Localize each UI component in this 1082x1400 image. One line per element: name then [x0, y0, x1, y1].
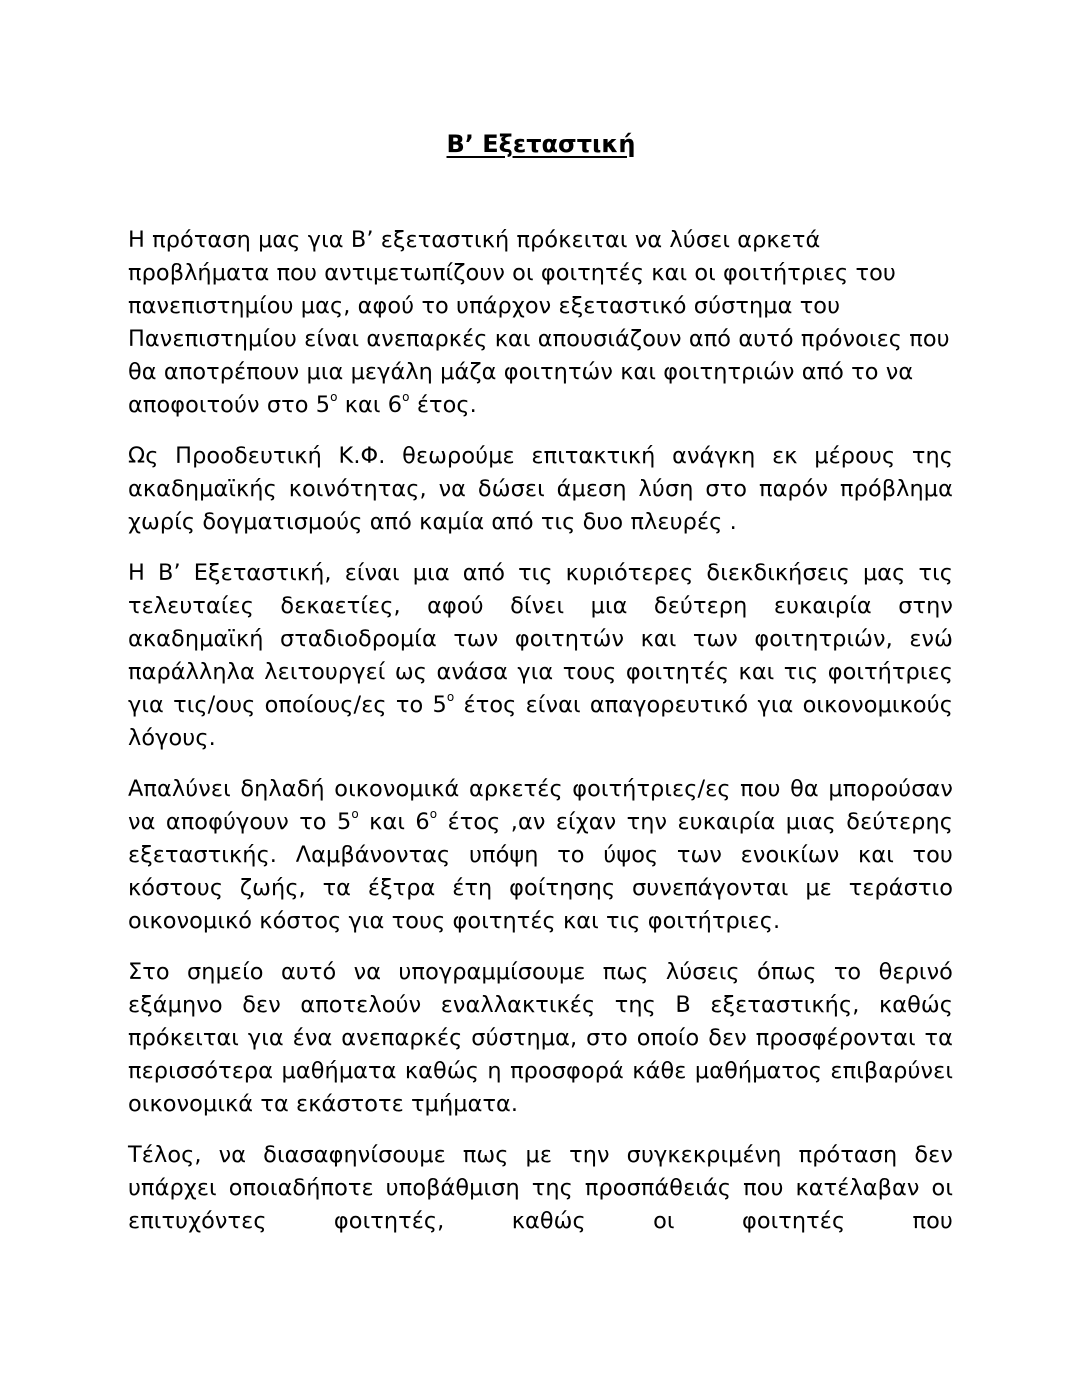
paragraph-text: έτος. — [409, 392, 477, 418]
paragraph-economic — [128, 773, 953, 938]
ordinal-superscript: ο — [429, 807, 438, 821]
paragraph-text: Η Β’ Εξεταστική, είναι μια από τις κυριότερες διεκδικήσεις μας τις τελευταίες δεκαετίες, αφού δίνει μια δεύτερη ευκαιρία στην ακαδημαϊκή σταδιοδρομία των φοιτητών και των φοιτητριών, ενώ παράλληλα λειτουργεί ως ανάσα για τους φοιτητές και τις φοιτήτριες για τις/ους οποίους/ες το 5 — [128, 560, 953, 718]
ordinal-superscript: ο — [351, 807, 359, 821]
paragraph-text: έτος ,αν είχαν την ευκαιρία μιας δεύτερης εξεταστικής. Λαμβάνοντας υπόψη το ύψος των ενοικίων και του κόστους ζωής, τα έξτρα έτη φοίτησης συνεπάγονται με τεράστιο οικονομικό κόστος για τους φοιτητές και τις φοιτήτριες. — [128, 809, 953, 934]
paragraph-text: Τέλος, να διασαφηνίσουμε πως με την συγκεκριμένη πρόταση δεν υπάρχει οποιαδήποτε υποβάθμιση της προσπάθειάς που κατέλαβαν οι επιτυχόντες φοιτητές, καθώς οι φοιτητές που — [128, 1142, 953, 1234]
document-body — [128, 224, 953, 1256]
paragraph-text: Στο σημείο αυτό να υπογραμμίσουμε πως λύσεις όπως το θερινό εξάμηνο δεν αποτελούν εναλλακτικές της Β εξεταστικής, καθώς πρόκειται για ένα ανεπαρκές σύστημα, στο οποίο δεν προσφέρονται τα περισσότερα μαθήματα καθώς η προσφορά κάθε μαθήματος επιβαρύνει οικονομικά τα εκάστοτε τμήματα. — [128, 959, 953, 1117]
paragraph-text: και 6 — [358, 809, 430, 835]
ordinal-superscript: ο — [330, 390, 338, 404]
paragraph-position — [128, 440, 953, 539]
paragraph-text: και 6 — [337, 392, 403, 418]
paragraph-text: Η πρόταση μας για Β’ εξεταστική πρόκειται να λύσει αρκετά προβλήματα που αντιμετωπίζουν οι φοιτητές και οι φοιτήτριες του πανεπιστημίου μας, αφού το υπάρχον εξεταστικό σύστημα του Πανεπιστημίου είναι ανεπαρκές και απουσιάζουν από αυτό πρόνοιες που θα αποτρέπουν μια μεγάλη μάζα φοιτητών και φοιτητριών από το να αποφοιτούν στο 5 — [128, 227, 950, 418]
paragraph-text: Ως Προοδευτική Κ.Φ. θεωρούμε επιτακτική ανάγκη εκ μέρους της ακαδημαϊκής κοινότητας, να δώσει άμεση λύση στο παρόν πρόβλημα χωρίς δογματισμούς από καμία από τις δυο πλευρές . — [128, 443, 953, 535]
ordinal-superscript: ο — [402, 390, 410, 404]
paragraph-demand — [128, 557, 953, 755]
document-title: Β’ Εξεταστική — [446, 130, 636, 158]
paragraph-conclusion — [128, 1139, 953, 1238]
paragraph-summer-semester — [128, 956, 953, 1121]
paragraph-intro — [128, 224, 953, 422]
paragraph-text: έτος είναι απαγορευτικό για οικονομικούς λόγους. — [128, 692, 953, 751]
ordinal-superscript: ο — [446, 690, 455, 704]
paragraph-text: Απαλύνει δηλαδή οικονομικά αρκετές φοιτήτριες/ες που θα μπορούσαν να αποφύγουν το 5 — [128, 776, 953, 835]
